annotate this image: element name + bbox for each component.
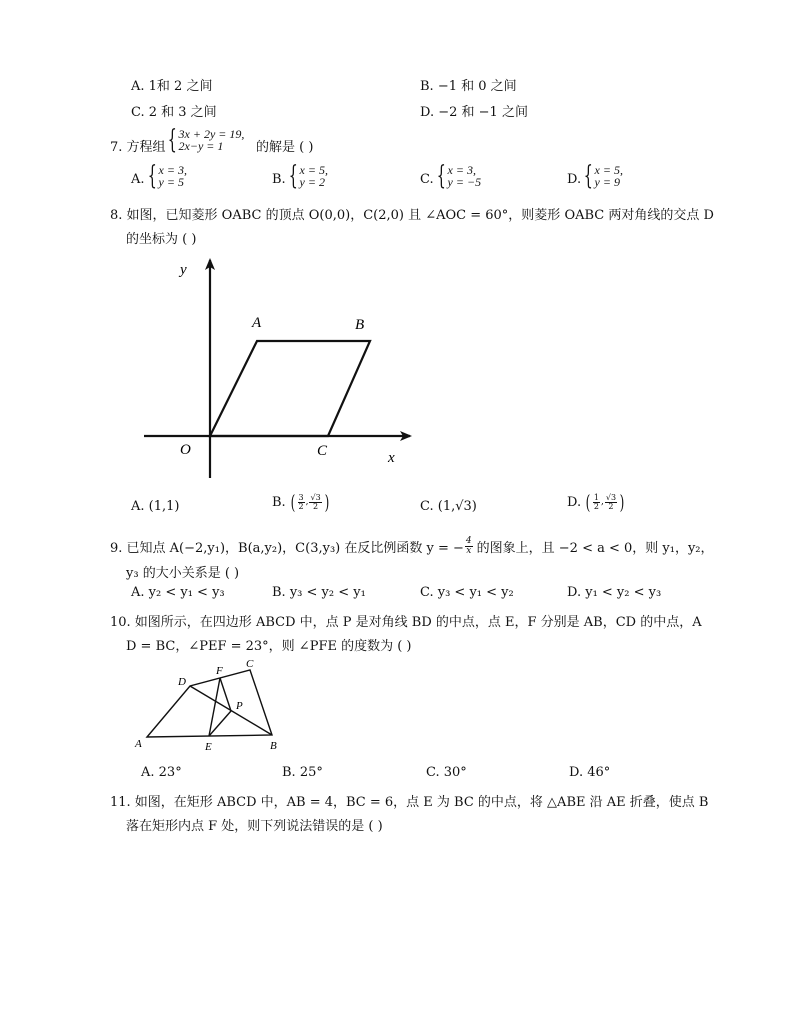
q9-stem-line1 [110,537,714,556]
q8-b-den2: 2 [313,501,319,511]
point-c-label: C [317,443,328,459]
q10-option-c: C. 30° [426,765,467,780]
q8-option-c: C. (1,√3) [420,499,477,514]
q9-option-c: C. y₃ < y₁ < y₂ [420,585,514,600]
q10-option-b: B. 25° [282,765,323,780]
q7-option-c: { x = 3, y = −5 [436,161,482,191]
q9-option-b: B. y₃ < y₂ < y₁ [272,585,366,600]
q7-a-line2: y = 5 [158,175,184,189]
q8-rhombus-figure [130,250,430,480]
q7-eq1: 3x + 2y = 19, [178,127,245,141]
q7-option-c-label: C. [420,172,434,187]
quadrilateral-abcd [147,670,272,737]
fig10-c-label: C [246,658,254,670]
point-a-label: A [252,315,262,331]
q7-option-b: { x = 5, y = 2 [288,161,328,191]
fig10-b-label: B [270,740,277,752]
point-o-label: O [180,442,191,458]
q7-d-line1: x = 5, [594,163,623,177]
q9-stem-line2: y₃ 的大小关系是 ( ) [126,566,240,581]
q7-c-line1: x = 3, [447,163,476,177]
q8-stem-line1: 8. 如图，已知菱形 OABC 的顶点 O(0,0)，C(2,0) 且 ∠AOC = 60°，则菱形 OABC 两对角线的交点 D [110,208,714,223]
q9-frac-den: x [466,546,472,556]
q8-b-num2: √3 [310,492,321,502]
q6-option-b: B. −1 和 0 之间 [420,79,517,94]
q8-option-b: B. ( $\frac{3}{2}$ , $\frac{√3}{2}$ ) [272,490,329,514]
q7-stem-prefix: 7. 方程组 [110,140,166,155]
y-axis-label: y [180,262,187,278]
x-axis-label: x [388,450,395,466]
q11-stem-line2: 落在矩形内点 F 处，则下列说法错误的是 ( ) [126,819,383,834]
q6-option-a: A. 1和 2 之间 [131,79,213,94]
q8-option-d: D. ( $\frac{1}{2}$ , $\frac{√3}{2}$ ) [567,490,625,514]
q7-option-d-label: D. [567,172,582,187]
q7-b-line2: y = 2 [299,175,325,189]
q7-option-d: { x = 5, y = 9 [583,161,623,191]
q6-option-c: C. 2 和 3 之间 [131,105,217,120]
fig10-e-label: E [205,741,212,753]
q8-b-den1: 2 [298,501,304,511]
q9-stem-part-a: 9. 已知点 A(−2,y₁)，B(a,y₂)，C(3,y₃) 在反比例函数 y = − [110,541,464,556]
q7-a-line1: x = 3, [158,163,187,177]
q10-quadrilateral-figure [130,655,290,755]
q8-option-d-label: D. [567,494,582,510]
fig10-d-label: D [178,676,186,688]
q7-option-a-label: A. [131,172,145,187]
q7-stem-suffix: 的解是 ( ) [256,140,314,155]
rhombus-oabc [210,341,370,436]
q7-c-line2: y = −5 [447,175,482,189]
q7-option-b-label: B. [272,172,286,187]
q8-stem-line2: 的坐标为 ( ) [126,232,197,247]
q7-eq2: 2x−y = 1 [178,139,224,153]
q9-stem-part-b: 的图象上，且 −2 < a < 0，则 y₁，y₂， [476,541,714,556]
q10-stem-line2: D = BC，∠PEF = 23°，则 ∠PFE 的度数为 ( ) [126,639,412,654]
fig10-f-label: F [216,665,223,677]
q11-stem-line1: 11. 如图，在矩形 ABCD 中，AB = 4，BC = 6，点 E 为 BC 的中点，将 △ABE 沿 AE 折叠，使点 B [110,795,709,810]
fig10-a-label: A [135,738,142,750]
q8-option-a: A. (1,1) [131,499,180,514]
q8-d-den1: 2 [593,501,599,511]
fig10-p-label: P [236,700,243,712]
q7-d-line2: y = 9 [594,175,620,189]
q7-b-line1: x = 5, [299,163,328,177]
segment-ef [209,678,220,736]
q10-option-d: D. 46° [569,765,611,780]
segment-fp [220,678,231,711]
q8-option-b-label: B. [272,494,286,510]
q8-d-num1: 1 [593,492,599,502]
point-b-label: B [355,317,365,333]
q8-b-num1: 3 [298,492,304,502]
q10-option-a: A. 23° [141,765,182,780]
q8-d-den2: 2 [608,501,614,511]
q7-equation-system: { 3x + 2y = 19, 2x−y = 1 [167,125,245,155]
q6-option-d: D. −2 和 −1 之间 [420,105,528,120]
q9-frac-num: 4 [465,536,472,546]
q9-option-a: A. y₂ < y₁ < y₃ [131,585,225,600]
q9-option-d: D. y₁ < y₂ < y₃ [567,585,662,600]
q7-option-a: { x = 3, y = 5 [147,161,187,191]
q8-d-num2: √3 [605,492,617,502]
q10-stem-line1: 10. 如图所示，在四边形 ABCD 中，点 P 是对角线 BD 的中点，点 E，F 分别是 AB，CD 的中点，A [110,615,702,630]
segment-ep [209,711,231,736]
